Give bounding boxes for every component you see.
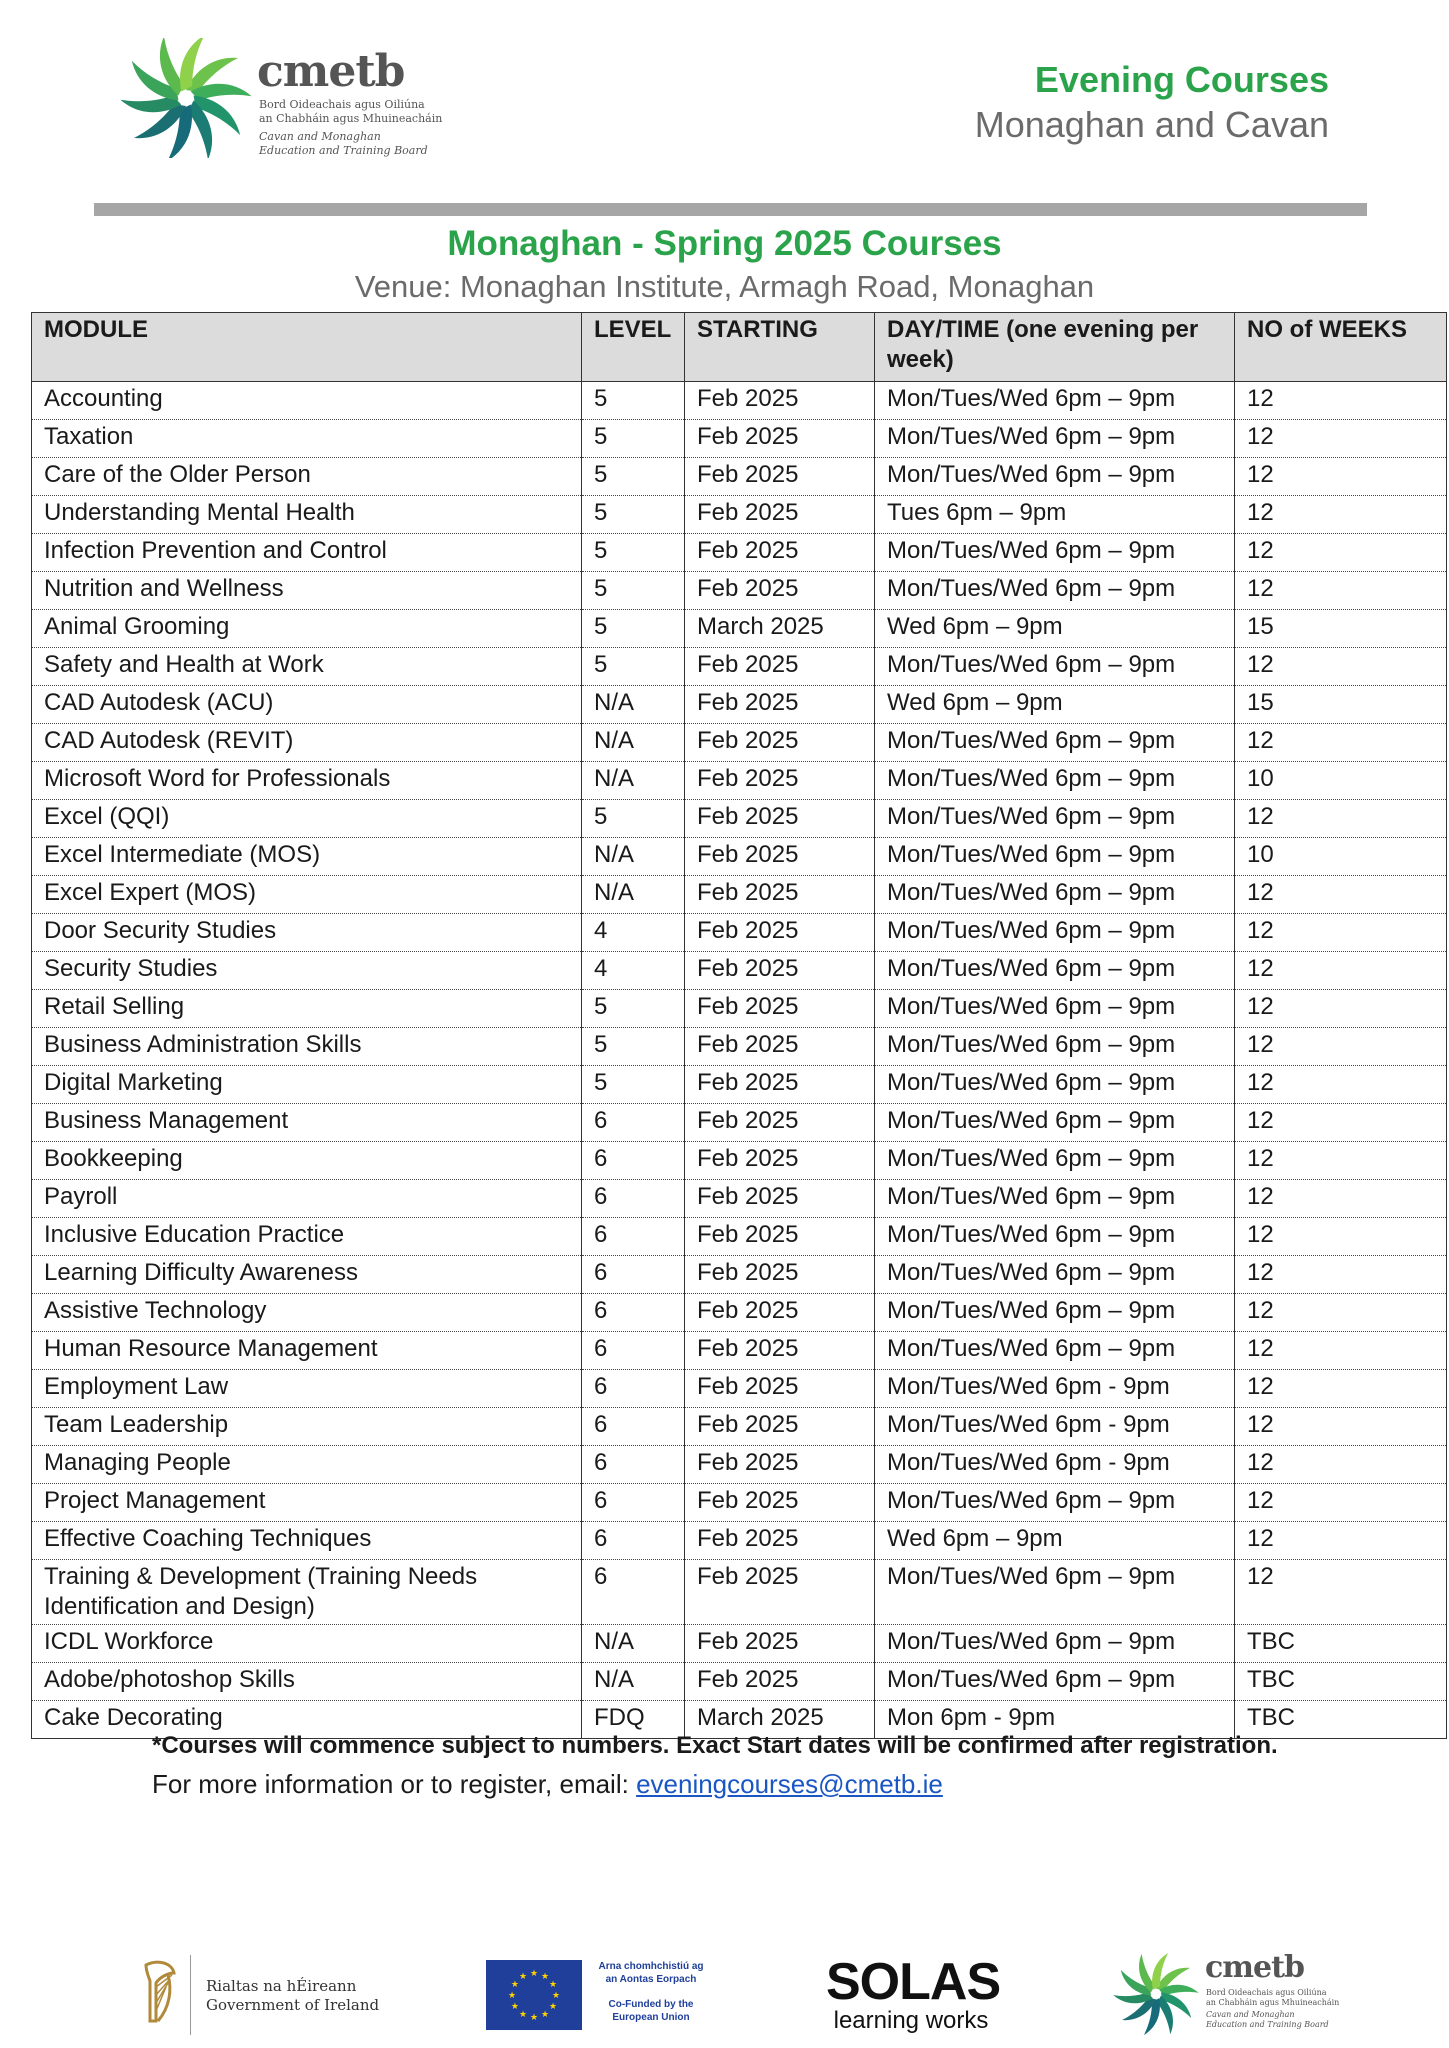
table-row: [32, 1028, 1447, 1066]
cell-daytime: Mon/Tues/Wed 6pm – 9pm: [875, 648, 1235, 686]
brand-line-1: Bord Oideachais agus Oiliúna: [1206, 1988, 1327, 1997]
eu-line-4: European Union: [612, 2012, 690, 2023]
brand-line-4: Education and Training Board: [1206, 2020, 1329, 2029]
cell-module: Assistive Technology: [32, 1294, 582, 1332]
cell-level: 5: [582, 534, 685, 572]
brand-line-2: an Chabháin agus Mhuineacháin: [1206, 1998, 1340, 2007]
brand-name: cmetb: [1205, 1950, 1304, 1985]
solas-logo: [826, 1953, 1001, 2035]
cell-weeks: 10: [1235, 762, 1447, 800]
table-row: [32, 1180, 1447, 1218]
cell-module: ICDL Workforce: [32, 1625, 582, 1663]
cell-daytime: Mon/Tues/Wed 6pm – 9pm: [875, 1484, 1235, 1522]
cell-daytime: Mon/Tues/Wed 6pm – 9pm: [875, 952, 1235, 990]
cell-module: Microsoft Word for Professionals: [32, 762, 582, 800]
cell-level: N/A: [582, 1663, 685, 1701]
cell-module: Excel Expert (MOS): [32, 876, 582, 914]
table-row: [32, 1370, 1447, 1408]
table-row: [32, 1066, 1447, 1104]
eu-text: [586, 1960, 716, 2024]
cmetb-logo: [120, 38, 443, 158]
cell-module: Accounting: [32, 382, 582, 420]
cell-starting: Feb 2025: [685, 1028, 875, 1066]
header-subtitle: Monaghan and Cavan: [974, 104, 1329, 145]
cell-starting: Feb 2025: [685, 876, 875, 914]
cell-module: Retail Selling: [32, 990, 582, 1028]
cell-daytime: Mon/Tues/Wed 6pm – 9pm: [875, 1066, 1235, 1104]
header-title: Evening Courses: [1034, 59, 1329, 100]
cell-module: Training & Development (Training Needs Identification and Design): [32, 1560, 582, 1625]
cell-starting: Feb 2025: [685, 1370, 875, 1408]
table-body: [32, 382, 1447, 1739]
cell-daytime: Mon/Tues/Wed 6pm – 9pm: [875, 1104, 1235, 1142]
cell-starting: Feb 2025: [685, 648, 875, 686]
cell-starting: Feb 2025: [685, 952, 875, 990]
cell-weeks: 12: [1235, 1484, 1447, 1522]
cell-starting: Feb 2025: [685, 572, 875, 610]
cell-level: 5: [582, 800, 685, 838]
cell-level: 5: [582, 382, 685, 420]
cell-daytime: Wed 6pm – 9pm: [875, 610, 1235, 648]
eu-flag-icon: [486, 1960, 582, 2030]
cell-level: 6: [582, 1332, 685, 1370]
eu-star-icon: ★: [540, 1970, 550, 1981]
cell-weeks: 12: [1235, 1218, 1447, 1256]
cell-weeks: 12: [1235, 572, 1447, 610]
cell-daytime: Mon/Tues/Wed 6pm – 9pm: [875, 1625, 1235, 1663]
cell-module: Team Leadership: [32, 1408, 582, 1446]
cell-starting: Feb 2025: [685, 762, 875, 800]
cell-module: Safety and Health at Work: [32, 648, 582, 686]
cell-starting: Feb 2025: [685, 1066, 875, 1104]
cell-module: Human Resource Management: [32, 1332, 582, 1370]
cell-daytime: Mon/Tues/Wed 6pm – 9pm: [875, 1142, 1235, 1180]
gov-line-2: Government of Ireland: [206, 1996, 380, 2014]
cell-level: 5: [582, 990, 685, 1028]
brand-line-3: Cavan and Monaghan: [1206, 2010, 1295, 2019]
eu-line-1: Arna chomhchistiú ag: [598, 1961, 704, 1972]
cell-weeks: 12: [1235, 1142, 1447, 1180]
cell-daytime: Mon/Tues/Wed 6pm - 9pm: [875, 1370, 1235, 1408]
cell-level: 6: [582, 1256, 685, 1294]
cell-starting: Feb 2025: [685, 1522, 875, 1560]
cell-module: Digital Marketing: [32, 1066, 582, 1104]
eu-star-icon: ★: [510, 2001, 519, 2011]
cell-daytime: Mon/Tues/Wed 6pm – 9pm: [875, 1256, 1235, 1294]
cell-level: 5: [582, 1066, 685, 1104]
gov-line-1: Rialtas na hÉireann: [206, 1977, 357, 1995]
header-level: LEVEL: [582, 313, 685, 382]
cell-daytime: Mon/Tues/Wed 6pm – 9pm: [875, 724, 1235, 762]
cell-weeks: 12: [1235, 1522, 1447, 1560]
cell-daytime: Mon/Tues/Wed 6pm – 9pm: [875, 1294, 1235, 1332]
cell-daytime: Mon/Tues/Wed 6pm – 9pm: [875, 1028, 1235, 1066]
cell-weeks: 12: [1235, 420, 1447, 458]
cell-starting: Feb 2025: [685, 990, 875, 1028]
cell-level: N/A: [582, 762, 685, 800]
cell-starting: Feb 2025: [685, 1560, 875, 1625]
cell-daytime: Mon/Tues/Wed 6pm – 9pm: [875, 1218, 1235, 1256]
table-row: [32, 1294, 1447, 1332]
eu-star-icon: ★: [518, 2009, 528, 2020]
cell-starting: Feb 2025: [685, 458, 875, 496]
eu-star-icon: ★: [551, 1990, 561, 2000]
table-row: [32, 952, 1447, 990]
cell-module: Managing People: [32, 1446, 582, 1484]
brand-line-1: Bord Oideachais agus Oiliúna: [259, 98, 425, 111]
cell-level: 5: [582, 648, 685, 686]
cell-weeks: 12: [1235, 1104, 1447, 1142]
cell-weeks: 12: [1235, 1294, 1447, 1332]
cell-starting: Feb 2025: [685, 800, 875, 838]
cell-weeks: 12: [1235, 496, 1447, 534]
brand-line-3: Cavan and Monaghan: [259, 130, 381, 143]
cell-starting: Feb 2025: [685, 1218, 875, 1256]
cell-module: Infection Prevention and Control: [32, 534, 582, 572]
cell-level: 6: [582, 1408, 685, 1446]
cell-starting: March 2025: [685, 1701, 875, 1739]
gov-divider: [190, 1955, 191, 2035]
cell-level: N/A: [582, 838, 685, 876]
cell-module: Learning Difficulty Awareness: [32, 1256, 582, 1294]
header-module: MODULE: [32, 313, 582, 382]
cell-weeks: 15: [1235, 610, 1447, 648]
table-header-row: [32, 313, 1447, 382]
cell-daytime: Mon/Tues/Wed 6pm – 9pm: [875, 838, 1235, 876]
government-of-ireland-logo: [138, 1955, 380, 2037]
cell-weeks: 15: [1235, 686, 1447, 724]
cell-starting: Feb 2025: [685, 534, 875, 572]
cell-weeks: 12: [1235, 458, 1447, 496]
cell-daytime: Mon/Tues/Wed 6pm – 9pm: [875, 458, 1235, 496]
venue-text: Venue: Monaghan Institute, Armagh Road, Monaghan: [354, 269, 1095, 304]
table-row: [32, 458, 1447, 496]
cell-module: CAD Autodesk (ACU): [32, 686, 582, 724]
cell-starting: March 2025: [685, 610, 875, 648]
cell-daytime: Mon/Tues/Wed 6pm – 9pm: [875, 572, 1235, 610]
cell-module: Employment Law: [32, 1370, 582, 1408]
header-starting: STARTING: [685, 313, 875, 382]
cell-weeks: 12: [1235, 876, 1447, 914]
gov-text: [206, 1977, 379, 2015]
contact-line: [152, 1769, 943, 1800]
brand-line-2: an Chabháin agus Mhuineacháin: [259, 112, 443, 125]
table-row: [32, 572, 1447, 610]
cell-level: FDQ: [582, 1701, 685, 1739]
cell-module: Inclusive Education Practice: [32, 1218, 582, 1256]
cell-module: Adobe/photoshop Skills: [32, 1663, 582, 1701]
cell-starting: Feb 2025: [685, 382, 875, 420]
cell-level: N/A: [582, 876, 685, 914]
eu-star-icon: ★: [529, 1968, 539, 1978]
cell-module: Understanding Mental Health: [32, 496, 582, 534]
cell-weeks: TBC: [1235, 1663, 1447, 1701]
table-row: [32, 990, 1447, 1028]
cell-starting: Feb 2025: [685, 914, 875, 952]
cell-weeks: 12: [1235, 1256, 1447, 1294]
cell-weeks: 12: [1235, 648, 1447, 686]
eu-star-icon: ★: [549, 1979, 558, 1989]
eu-star-icon: ★: [549, 2001, 558, 2011]
table-row: [32, 1218, 1447, 1256]
cell-module: Door Security Studies: [32, 914, 582, 952]
cell-level: 6: [582, 1218, 685, 1256]
table-row: [32, 1446, 1447, 1484]
cell-daytime: Mon/Tues/Wed 6pm – 9pm: [875, 762, 1235, 800]
cell-daytime: Mon/Tues/Wed 6pm – 9pm: [875, 876, 1235, 914]
eu-star-icon: ★: [540, 2009, 550, 2020]
cell-starting: Feb 2025: [685, 1663, 875, 1701]
header-weeks: NO of WEEKS: [1235, 313, 1447, 382]
table-row: [32, 648, 1447, 686]
cell-module: CAD Autodesk (REVIT): [32, 724, 582, 762]
cell-weeks: 12: [1235, 990, 1447, 1028]
table-row: [32, 534, 1447, 572]
cell-daytime: Mon/Tues/Wed 6pm – 9pm: [875, 914, 1235, 952]
cell-weeks: TBC: [1235, 1701, 1447, 1739]
table-row: [32, 610, 1447, 648]
cell-level: 5: [582, 572, 685, 610]
cell-starting: Feb 2025: [685, 1408, 875, 1446]
cell-module: Effective Coaching Techniques: [32, 1522, 582, 1560]
cell-daytime: Mon/Tues/Wed 6pm – 9pm: [875, 1560, 1235, 1625]
registration-note: *Courses will commence subject to numbers. Exact Start dates will be confirmed after registration.: [152, 1732, 1278, 1759]
table-row: [32, 1625, 1447, 1663]
table-row: [32, 496, 1447, 534]
cell-weeks: 10: [1235, 838, 1447, 876]
cell-module: Business Administration Skills: [32, 1028, 582, 1066]
eu-star-icon: ★: [510, 1979, 519, 1989]
harp-emblem-icon: [138, 1959, 178, 2025]
cell-level: N/A: [582, 1625, 685, 1663]
cell-starting: Feb 2025: [685, 420, 875, 458]
cell-module: Care of the Older Person: [32, 458, 582, 496]
table-row: [32, 1663, 1447, 1701]
cell-weeks: 12: [1235, 534, 1447, 572]
table-row: [32, 1484, 1447, 1522]
cell-daytime: Tues 6pm – 9pm: [875, 496, 1235, 534]
cell-level: 5: [582, 420, 685, 458]
cell-level: 5: [582, 1028, 685, 1066]
cell-starting: Feb 2025: [685, 1484, 875, 1522]
header-daytime: DAY/TIME (one evening per week): [875, 313, 1235, 382]
table-row: [32, 876, 1447, 914]
cell-weeks: 12: [1235, 1332, 1447, 1370]
cell-module: Excel Intermediate (MOS): [32, 838, 582, 876]
table-row: [32, 762, 1447, 800]
cell-level: 6: [582, 1294, 685, 1332]
cell-level: 6: [582, 1180, 685, 1218]
cell-level: 4: [582, 952, 685, 990]
cell-daytime: Mon/Tues/Wed 6pm – 9pm: [875, 1180, 1235, 1218]
cell-starting: Feb 2025: [685, 1256, 875, 1294]
cell-module: Project Management: [32, 1484, 582, 1522]
cell-weeks: 12: [1235, 1408, 1447, 1446]
cell-daytime: Mon/Tues/Wed 6pm – 9pm: [875, 1663, 1235, 1701]
table-row: [32, 1408, 1447, 1446]
brand-line-4: Education and Training Board: [259, 144, 428, 157]
eu-line-2: an Aontas Eorpach: [605, 1974, 697, 1985]
cell-level: 6: [582, 1446, 685, 1484]
eu-cofunded-logo: [486, 1960, 716, 2032]
cell-weeks: TBC: [1235, 1625, 1447, 1663]
cell-level: 5: [582, 610, 685, 648]
solas-wordmark: SOLAS: [826, 1953, 1001, 2011]
courses-table: [31, 312, 1447, 1739]
table-row: [32, 838, 1447, 876]
cell-module: Taxation: [32, 420, 582, 458]
table-row: [32, 914, 1447, 952]
cell-weeks: 12: [1235, 724, 1447, 762]
table-row: [32, 1522, 1447, 1560]
cell-starting: Feb 2025: [685, 1625, 875, 1663]
cell-module: Security Studies: [32, 952, 582, 990]
cell-level: 6: [582, 1522, 685, 1560]
table-row: [32, 1142, 1447, 1180]
cell-daytime: Wed 6pm – 9pm: [875, 1522, 1235, 1560]
cell-module: Animal Grooming: [32, 610, 582, 648]
cell-daytime: Mon/Tues/Wed 6pm – 9pm: [875, 382, 1235, 420]
cell-starting: Feb 2025: [685, 496, 875, 534]
cell-starting: Feb 2025: [685, 1446, 875, 1484]
cell-weeks: 12: [1235, 800, 1447, 838]
cell-daytime: Mon/Tues/Wed 6pm – 9pm: [875, 534, 1235, 572]
header-title-block: [975, 58, 1329, 148]
cell-level: N/A: [582, 686, 685, 724]
cell-level: 6: [582, 1370, 685, 1408]
table-row: [32, 382, 1447, 420]
cell-daytime: Wed 6pm – 9pm: [875, 686, 1235, 724]
cell-level: N/A: [582, 724, 685, 762]
cell-daytime: Mon/Tues/Wed 6pm – 9pm: [875, 800, 1235, 838]
page-title: Monaghan - Spring 2025 Courses: [447, 224, 1002, 263]
eu-line-3: Co-Funded by the: [608, 1999, 694, 2010]
contact-prefix: For more information or to register, email:: [152, 1769, 637, 1799]
cell-module: Cake Decorating: [32, 1701, 582, 1739]
contact-email-link[interactable]: eveningcourses@cmetb.ie: [636, 1769, 943, 1799]
cell-weeks: 12: [1235, 914, 1447, 952]
cell-starting: Feb 2025: [685, 686, 875, 724]
cell-module: Excel (QQI): [32, 800, 582, 838]
cell-starting: Feb 2025: [685, 838, 875, 876]
cell-level: 6: [582, 1104, 685, 1142]
cmetb-footer-logo: [1113, 1948, 1353, 2038]
cell-level: 6: [582, 1560, 685, 1625]
table-row: [32, 1560, 1447, 1625]
cell-starting: Feb 2025: [685, 1294, 875, 1332]
cell-starting: Feb 2025: [685, 1332, 875, 1370]
cell-weeks: 12: [1235, 1180, 1447, 1218]
table-row: [32, 1104, 1447, 1142]
brand-name: cmetb: [257, 46, 405, 97]
cell-weeks: 12: [1235, 1560, 1447, 1625]
cmetb-swirl-logo-icon: [120, 38, 252, 158]
cell-daytime: Mon/Tues/Wed 6pm – 9pm: [875, 1332, 1235, 1370]
cell-level: 6: [582, 1484, 685, 1522]
cell-level: 6: [582, 1142, 685, 1180]
cell-weeks: 12: [1235, 382, 1447, 420]
cell-level: 5: [582, 496, 685, 534]
cell-weeks: 12: [1235, 1028, 1447, 1066]
cell-daytime: Mon/Tues/Wed 6pm - 9pm: [875, 1408, 1235, 1446]
eu-star-icon: ★: [518, 1970, 528, 1981]
cell-daytime: Mon 6pm - 9pm: [875, 1701, 1235, 1739]
cell-module: Business Management: [32, 1104, 582, 1142]
cell-level: 4: [582, 914, 685, 952]
cell-module: Nutrition and Wellness: [32, 572, 582, 610]
cell-weeks: 12: [1235, 1066, 1447, 1104]
cell-module: Payroll: [32, 1180, 582, 1218]
cell-level: 5: [582, 458, 685, 496]
cell-weeks: 12: [1235, 1446, 1447, 1484]
eu-star-icon: ★: [529, 2012, 539, 2022]
cell-daytime: Mon/Tues/Wed 6pm - 9pm: [875, 1446, 1235, 1484]
solas-tagline: learning works: [833, 2007, 989, 2034]
cell-weeks: 12: [1235, 1370, 1447, 1408]
cell-daytime: Mon/Tues/Wed 6pm – 9pm: [875, 420, 1235, 458]
cell-starting: Feb 2025: [685, 724, 875, 762]
cmetb-swirl-logo-icon: [1113, 1952, 1199, 2036]
eu-star-icon: ★: [507, 1990, 517, 2000]
cell-starting: Feb 2025: [685, 1142, 875, 1180]
cell-daytime: Mon/Tues/Wed 6pm – 9pm: [875, 990, 1235, 1028]
header-divider: [94, 203, 1367, 216]
cell-starting: Feb 2025: [685, 1104, 875, 1142]
cell-module: Bookkeeping: [32, 1142, 582, 1180]
cell-weeks: 12: [1235, 952, 1447, 990]
table-row: [32, 686, 1447, 724]
table-row: [32, 800, 1447, 838]
table-row: [32, 420, 1447, 458]
table-row: [32, 724, 1447, 762]
cell-starting: Feb 2025: [685, 1180, 875, 1218]
table-row: [32, 1256, 1447, 1294]
table-row: [32, 1332, 1447, 1370]
